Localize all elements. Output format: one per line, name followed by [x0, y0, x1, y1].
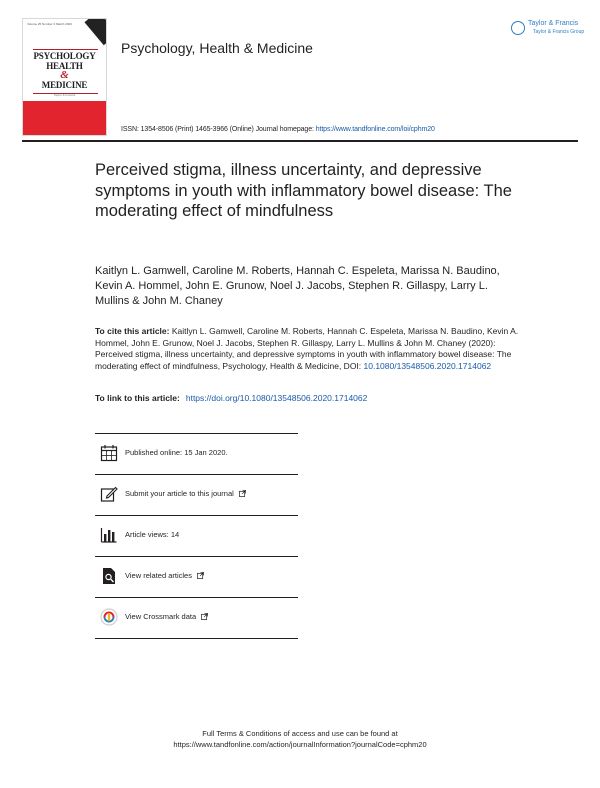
journal-cover: Volume 25 Number 3 March 2020 PSYCHOLOGY HEALTH & MEDICINE Taylor & Francis: [22, 18, 107, 136]
link-label: To link to this article:: [95, 393, 180, 403]
cover-title: PSYCHOLOGY HEALTH & MEDICINE: [33, 51, 96, 90]
citation-label: To cite this article:: [95, 326, 170, 336]
article-doi-link[interactable]: https://doi.org/10.1080/13548506.2020.1714062: [185, 393, 368, 403]
crossmark-row[interactable]: [95, 598, 298, 639]
calendar-icon: [100, 444, 118, 462]
journal-name: Psychology, Health & Medicine: [121, 40, 313, 56]
terms-url[interactable]: https://www.tandfonline.com/action/journalInformation?journalCode=cphm20: [173, 740, 427, 749]
external-link-icon: [201, 613, 208, 620]
article-views-label: Article views: 14: [125, 530, 180, 539]
crossmark-icon: [100, 608, 118, 626]
article-authors: Kaitlyn L. Gamwell, Caroline M. Roberts, Hannah C. Espeleta, Marissa N. Baudino, Kevin A. Hommel, John E. Grunow, Noel J. Jacobs, Stephen R. Gillaspy, Larry L. Mullins & John M. Chaney: [95, 265, 500, 307]
crossmark-label[interactable]: View Crossmark data: [125, 612, 197, 621]
edit-icon: [100, 485, 118, 503]
related-articles-row[interactable]: [95, 557, 298, 598]
cover-issue-line: Volume 25 Number 3 March 2020: [27, 22, 72, 26]
article-views-row: [95, 516, 298, 557]
issn-line: ISSN: 1354-8506 (Print) 1465-3966 (Online) Journal homepage: https://www.tandfonline.com/loi/cphm20: [121, 126, 435, 133]
terms-footer: [0, 728, 600, 750]
cover-red-band: [23, 101, 106, 135]
bar-chart-icon: [100, 526, 118, 544]
article-link-line: [95, 393, 367, 403]
related-articles-label[interactable]: View related articles: [125, 571, 192, 580]
search-document-icon: [100, 567, 118, 585]
publisher-logo[interactable]: Taylor & Francis Taylor & Francis Group: [511, 19, 591, 41]
citation-doi-link[interactable]: 10.1080/13548506.2020.1714062: [363, 360, 492, 371]
published-online-row: [95, 433, 298, 475]
terms-line: Full Terms & Conditions of access and use can be found at: [202, 729, 398, 738]
article-title: Perceived stigma, illness uncertainty, and depressive symptoms in youth with inflammatory bowel disease: The moderating effect of mindfulness: [95, 161, 512, 220]
submit-article-label[interactable]: Submit your article to this journal: [125, 489, 234, 498]
external-link-icon: [197, 572, 204, 579]
citation-block: [95, 326, 525, 372]
header-divider: [22, 140, 578, 142]
citation-text: Kaitlyn L. Gamwell, Caroline M. Roberts, Hannah C. Espeleta, Marissa N. Baudino, Kevin A. Hommel, John E. Grunow, Noel J. Jacobs, Stephen R. Gillaspy, Larry L. Mullins & John M. Chaney (2020): Perceived stigma, illness uncertainty, and depressive symptoms in youth with inflammatory bowel disease: The moderating effect of mindfulness, Psychology, Health & Medicine, DOI:: [95, 326, 519, 371]
published-online-label: Published online: 15 Jan 2020.: [125, 448, 228, 457]
publisher-globe-icon: [511, 21, 525, 35]
submit-article-row[interactable]: [95, 475, 298, 516]
journal-homepage-link[interactable]: https://www.tandfonline.com/loi/cphm20: [315, 126, 435, 133]
article-actions: [95, 433, 298, 639]
external-link-icon: [239, 490, 246, 497]
